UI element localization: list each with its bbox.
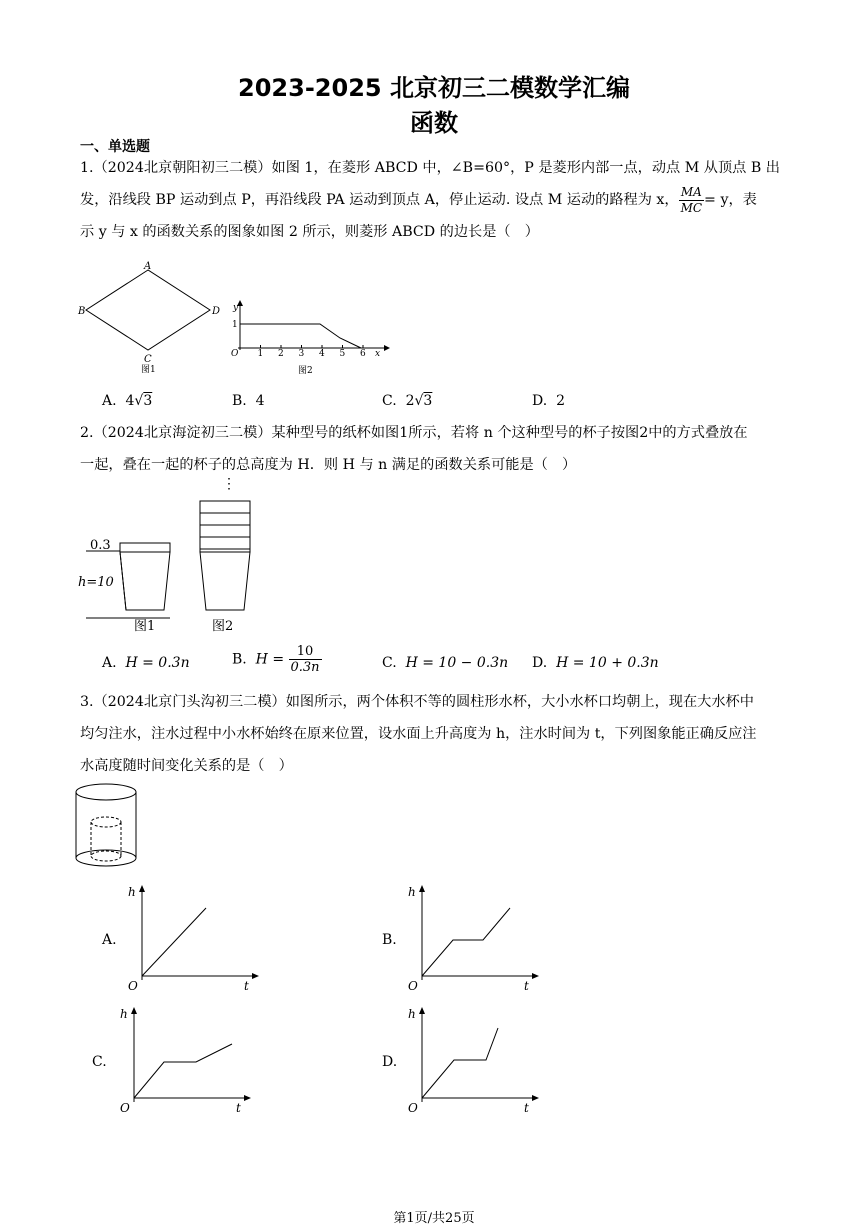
q1-figure2-graph: [226, 298, 391, 376]
q1-fig2-tick-label: 2: [278, 349, 284, 359]
q3-graph-c-h: h: [120, 1007, 128, 1021]
q2-option-b[interactable]: [232, 644, 322, 675]
q3-graph-a[interactable]: [118, 882, 263, 992]
q1-figure1-rhombus: [76, 262, 226, 374]
q1-fig2-tick-label: 3: [298, 349, 305, 359]
q1-number: 1.: [80, 160, 94, 176]
q1-option-d-label: D.: [532, 393, 548, 409]
q2-option-b-pre: H =: [255, 651, 285, 668]
q1-option-a-radicand: 3: [143, 393, 153, 409]
q2-option-a-label: A.: [102, 655, 117, 671]
q2-cups-figure: [76, 478, 266, 636]
q3-graph-b-h: h: [408, 885, 416, 899]
q3-graph-d[interactable]: [398, 1004, 543, 1114]
q1-fig1-caption: 图1: [141, 365, 156, 375]
q3-option-b-label[interactable]: B.: [382, 932, 397, 948]
q2-option-a[interactable]: [102, 655, 190, 671]
q3-graph-c[interactable]: [110, 1004, 255, 1114]
q1-fig2-tick-label: 4: [319, 349, 325, 359]
q2-label-top: 0.3: [90, 538, 111, 553]
q1-fig1-label-c: C: [144, 354, 152, 365]
q3-cylinders-figure: [74, 780, 154, 876]
q1-fig2-tick-label: 6: [360, 349, 366, 359]
q1-fig1-label-d: D: [212, 306, 221, 317]
q1-fig2-origin: O: [231, 349, 239, 359]
q1-fig1-label-b: B: [78, 306, 86, 317]
q1-option-d-value: 2: [556, 393, 566, 409]
q3-line3: 水高度随时间变化关系的是（ ）: [80, 758, 293, 774]
q3-option-a-label[interactable]: A.: [102, 932, 117, 948]
q3-source: （2024北京门头沟初三二模）: [93, 694, 286, 710]
q3-graph-a-h: h: [128, 885, 136, 899]
q1-option-b-value: 4: [255, 393, 265, 409]
q1-option-b-label: B.: [232, 393, 247, 409]
q1-option-a[interactable]: A. 4√3: [102, 393, 153, 409]
q1-line2a: 发，沿线段 BP 运动到点 P，再沿线段 PA 运动到顶点 A，停止运动. 设点 M 运动的路程为 x，: [80, 192, 679, 208]
q1-line3: 示 y 与 x 的函数关系的图象如图 2 所示，则菱形 ABCD 的边长是（ ）: [80, 224, 539, 240]
q3-graph-c-origin: O: [120, 1101, 130, 1115]
q1-option-a-label: A.: [102, 393, 117, 409]
q3-graph-d-origin: O: [408, 1101, 418, 1115]
q1-option-c-radicand: 3: [423, 393, 433, 409]
q1-line1: 如图 1，在菱形 ABCD 中，∠B=60°，P 是菱形内部一点，动点 M 从顶点 B 出: [271, 160, 780, 176]
q2-number: 2.: [80, 425, 94, 441]
q2-label-h: h=10: [78, 575, 114, 590]
q1-frac-den: MC: [680, 200, 703, 215]
page-footer: 第1页/共25页: [393, 1211, 475, 1226]
q1-frac-num: MA: [679, 185, 704, 201]
q1-fraction: [679, 185, 704, 216]
q1-fig1-label-a: A: [144, 261, 152, 272]
q2-option-b-fraction: [289, 644, 322, 675]
q3-text: [80, 686, 792, 782]
q1-option-c-label: C.: [382, 393, 397, 409]
q2-option-d-label: D.: [532, 655, 548, 671]
q2-option-b-num: 10: [289, 644, 322, 660]
q3-graph-d-h: h: [408, 1007, 416, 1021]
q1-text: [80, 152, 792, 248]
q3-line1: 如图所示，两个体积不等的圆柱形水杯，大小水杯口均朝上，现在大水杯中: [285, 694, 754, 710]
q1-fig2-y: y: [233, 303, 239, 313]
q1-option-c[interactable]: C. 2√3: [382, 393, 433, 409]
q3-graph-d-t: t: [524, 1101, 529, 1115]
q3-graph-a-origin: O: [128, 979, 138, 993]
q1-source: （2024北京朝阳初三二模）: [93, 160, 272, 176]
q2-option-d-value: H = 10 + 0.3n: [556, 655, 659, 671]
q2-text: [80, 417, 792, 481]
q2-source: （2024北京海淀初三二模）: [93, 425, 272, 441]
q1-option-c-coef: 2: [405, 393, 415, 409]
q3-option-c-label[interactable]: C.: [92, 1054, 107, 1070]
q3-option-d-label[interactable]: D.: [382, 1054, 398, 1070]
q2-line2: 一起，叠在一起的杯子的总高度为 H．则 H 与 n 满足的函数关系可能是（ ）: [80, 457, 577, 473]
q1-fig2-one: 1: [232, 320, 238, 330]
q1-fig2-x: x: [375, 349, 381, 359]
q2-option-b-label: B.: [232, 651, 247, 668]
q3-graph-a-t: t: [244, 979, 249, 993]
q1-fig2-caption: 图2: [298, 366, 313, 376]
q2-line1: 某种型号的纸杯如图1所示，若将 n 个这种型号的杯子按图2中的方式叠放在: [271, 425, 748, 441]
q3-graph-c-t: t: [236, 1101, 241, 1115]
q1-option-d[interactable]: [532, 393, 565, 409]
q2-option-b-den: 0.3n: [290, 660, 320, 675]
q1-option-b[interactable]: [232, 393, 265, 409]
q3-graph-b-t: t: [524, 979, 529, 993]
q2-option-d[interactable]: [532, 655, 659, 671]
q3-line2: 均匀注水，注水过程中小水杯始终在原来位置，设水面上升高度为 h，注水时间为 t，下列图象能正确反应注: [80, 726, 757, 742]
q2-option-c-value: H = 10 − 0.3n: [405, 655, 509, 671]
q3-number: 3.: [80, 694, 94, 710]
q1-fig2-tick-label: 5: [339, 349, 346, 359]
q2-option-c-label: C.: [382, 655, 397, 671]
q1-line2b: = y，表: [704, 192, 757, 208]
q2-option-a-value: H = 0.3n: [125, 655, 190, 671]
q2-dots: ⋮: [222, 476, 236, 492]
doc-subtitle: 函数: [410, 109, 458, 137]
q2-option-c[interactable]: [382, 655, 508, 671]
q2-caption-2: 图2: [212, 619, 234, 634]
q3-graph-b-origin: O: [408, 979, 418, 993]
q1-fig2-tick-label: 1: [257, 349, 264, 359]
section-heading: 一、单选题: [80, 139, 150, 155]
q1-option-a-coef: 4: [125, 393, 135, 409]
q3-graph-b[interactable]: [398, 882, 543, 992]
q2-caption-1: 图1: [134, 619, 156, 634]
doc-title: 2023-2025 北京初三二模数学汇编: [238, 74, 630, 102]
